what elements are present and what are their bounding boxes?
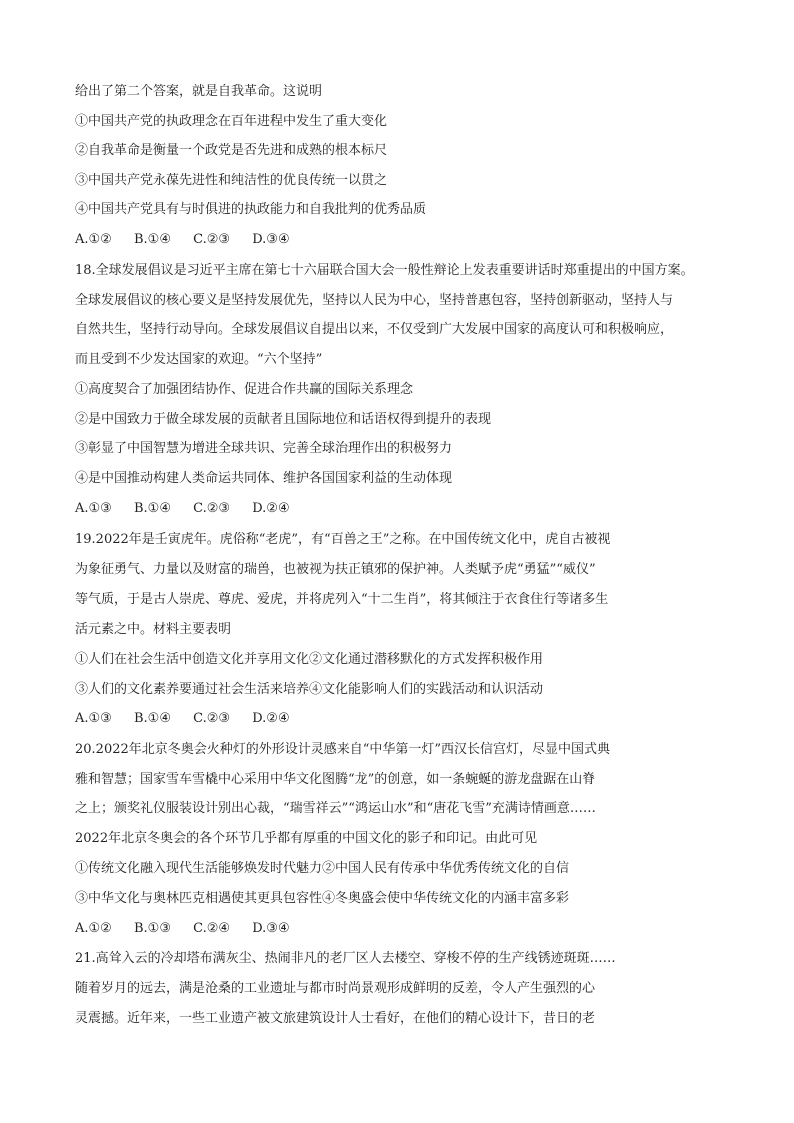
q19-stem-line-2: 为象征勇气、力量以及财富的瑞兽，也被视为扶正镇邪的保护神。人类赋予虎“勇猛”“威仪” bbox=[75, 562, 596, 577]
q17-statement-4: ④中国共产党具有与时俱进的执政能力和自我批判的优秀品质 bbox=[75, 202, 427, 217]
q18-statement-4: ④是中国推动构建人类命运共同体、维护各国国家利益的生动体现 bbox=[75, 471, 453, 486]
q20-option-c: C.②④ bbox=[193, 921, 231, 936]
q21-stem-line-3: 灵震撼。近年来，一些工业遗产被文旅建筑设计人士看好，在他们的精心设计下，昔日的老 bbox=[75, 1011, 596, 1026]
q17-statement-2: ②自我革命是衡量一个政党是否先进和成熟的根本标尺 bbox=[75, 143, 388, 158]
q20-option-b: B.①③ bbox=[133, 921, 171, 936]
q19-options bbox=[75, 711, 308, 727]
q18-option-a: A.①③ bbox=[75, 501, 112, 516]
q18-stem-line-1: 18.全球发展倡议是习近平主席在第七十六届联合国大会一般性辩论上发表重要讲话时郑重提出的中国方案。 bbox=[75, 263, 694, 278]
q18-option-b: B.①④ bbox=[133, 501, 171, 516]
q19-stem-line-3: 等气质，于是古人崇虎、尊虎、爱虎，并将虎列入“十二生肖”，将其倾注于衣食住行等诸多生 bbox=[75, 592, 609, 607]
q20-options bbox=[75, 921, 308, 937]
q18-statement-2: ②是中国致力于做全球发展的贡献者且国际地位和话语权得到提升的表现 bbox=[75, 412, 492, 427]
q18-stem-line-4: 而且受到不少发达国家的欢迎。“六个坚持” bbox=[75, 352, 323, 367]
q18-option-d: D.②④ bbox=[252, 501, 290, 516]
q18-stem-line-2: 全球发展倡议的核心要义是坚持发展优先，坚持以人民为中心，坚持普惠包容，坚持创新驱动，坚持人与 bbox=[75, 293, 674, 308]
q18-option-c: C.②③ bbox=[193, 501, 231, 516]
q20-stem-line-1: 20.2022年北京冬奥会火种灯的外形设计灵感来自“中华第一灯”西汉长信宫灯，尽显中国式典 bbox=[75, 742, 611, 757]
q19-option-d: D.②④ bbox=[252, 711, 290, 726]
q19-option-a: A.①③ bbox=[75, 711, 112, 726]
q18-options bbox=[75, 501, 308, 517]
q17-option-d: D.③④ bbox=[252, 232, 290, 247]
q20-stem-line-4: 2022年北京冬奥会的各个环节几乎都有厚重的中国文化的影子和印记。由此可见 bbox=[75, 831, 538, 846]
q19-stem-line-1: 19.2022年是壬寅虎年。虎俗称“老虎”，有“百兽之王”之称。在中国传统文化中，虎自古被视 bbox=[75, 532, 611, 547]
q18-stem-line-3: 自然共生，坚持行动导向。全球发展倡议自提出以来，不仅受到广大发展中国家的高度认可和积极响应， bbox=[75, 322, 674, 337]
q21-stem-line-2: 随着岁月的远去，满是沧桑的工业遗址与都市时尚景观形成鲜明的反差，令人产生强烈的心 bbox=[75, 981, 596, 996]
q17-statement-3: ③中国共产党永葆先进性和纯洁性的优良传统一以贯之 bbox=[75, 173, 388, 188]
q17-options bbox=[75, 232, 308, 248]
q19-statements-3-4: ③人们的文化素养要通过社会生活来培养④文化能影响人们的实践活动和认识活动 bbox=[75, 682, 544, 697]
q20-statements-1-2: ①传统文化融入现代生活能够焕发时代魅力②中国人民有传承中华优秀传统文化的自信 bbox=[75, 861, 570, 876]
q20-option-a: A.①② bbox=[75, 921, 112, 936]
q18-statement-3: ③彰显了中国智慧为增进全球共识、完善全球治理作出的积极努力 bbox=[75, 441, 453, 456]
q17-option-b: B.①④ bbox=[133, 232, 171, 247]
q18-statement-1: ①高度契合了加强团结协作、促进合作共赢的国际关系理念 bbox=[75, 382, 414, 397]
q17-option-c: C.②③ bbox=[193, 232, 231, 247]
q17-option-a: A.①② bbox=[75, 232, 112, 247]
q19-statements-1-2: ①人们在社会生活中创造文化并享用文化②文化通过潜移默化的方式发挥积极作用 bbox=[75, 652, 544, 667]
q17-statement-1: ①中国共产党的执政理念在百年进程中发生了重大变化 bbox=[75, 114, 388, 129]
q20-statements-3-4: ③中华文化与奥林匹克相遇使其更具包容性④冬奥盛会使中华传统文化的内涵丰富多彩 bbox=[75, 891, 570, 906]
q19-option-c: C.②③ bbox=[193, 711, 231, 726]
q19-stem-line-4: 活元素之中。材料主要表明 bbox=[75, 622, 232, 637]
q17-stem-end: 给出了第二个答案，就是自我革命。这说明 bbox=[75, 84, 323, 99]
q20-option-d: D.③④ bbox=[252, 921, 290, 936]
q20-stem-line-3: 之上；颁奖礼仪服装设计别出心裁，“瑞雪祥云”“鸿运山水”和“唐花飞雪”充满诗情画意…… bbox=[75, 801, 596, 816]
q20-stem-line-2: 雅和智慧；国家雪车雪橇中心采用中华文化图腾“龙”的创意，如一条蜿蜒的游龙盘踞在山脊 bbox=[75, 772, 596, 787]
q19-option-b: B.①④ bbox=[133, 711, 171, 726]
q21-stem-line-1: 21.高耸入云的冷却塔布满灰尘、热闹非凡的老厂区人去楼空、穿梭不停的生产线锈迹斑斑…… bbox=[75, 951, 616, 966]
